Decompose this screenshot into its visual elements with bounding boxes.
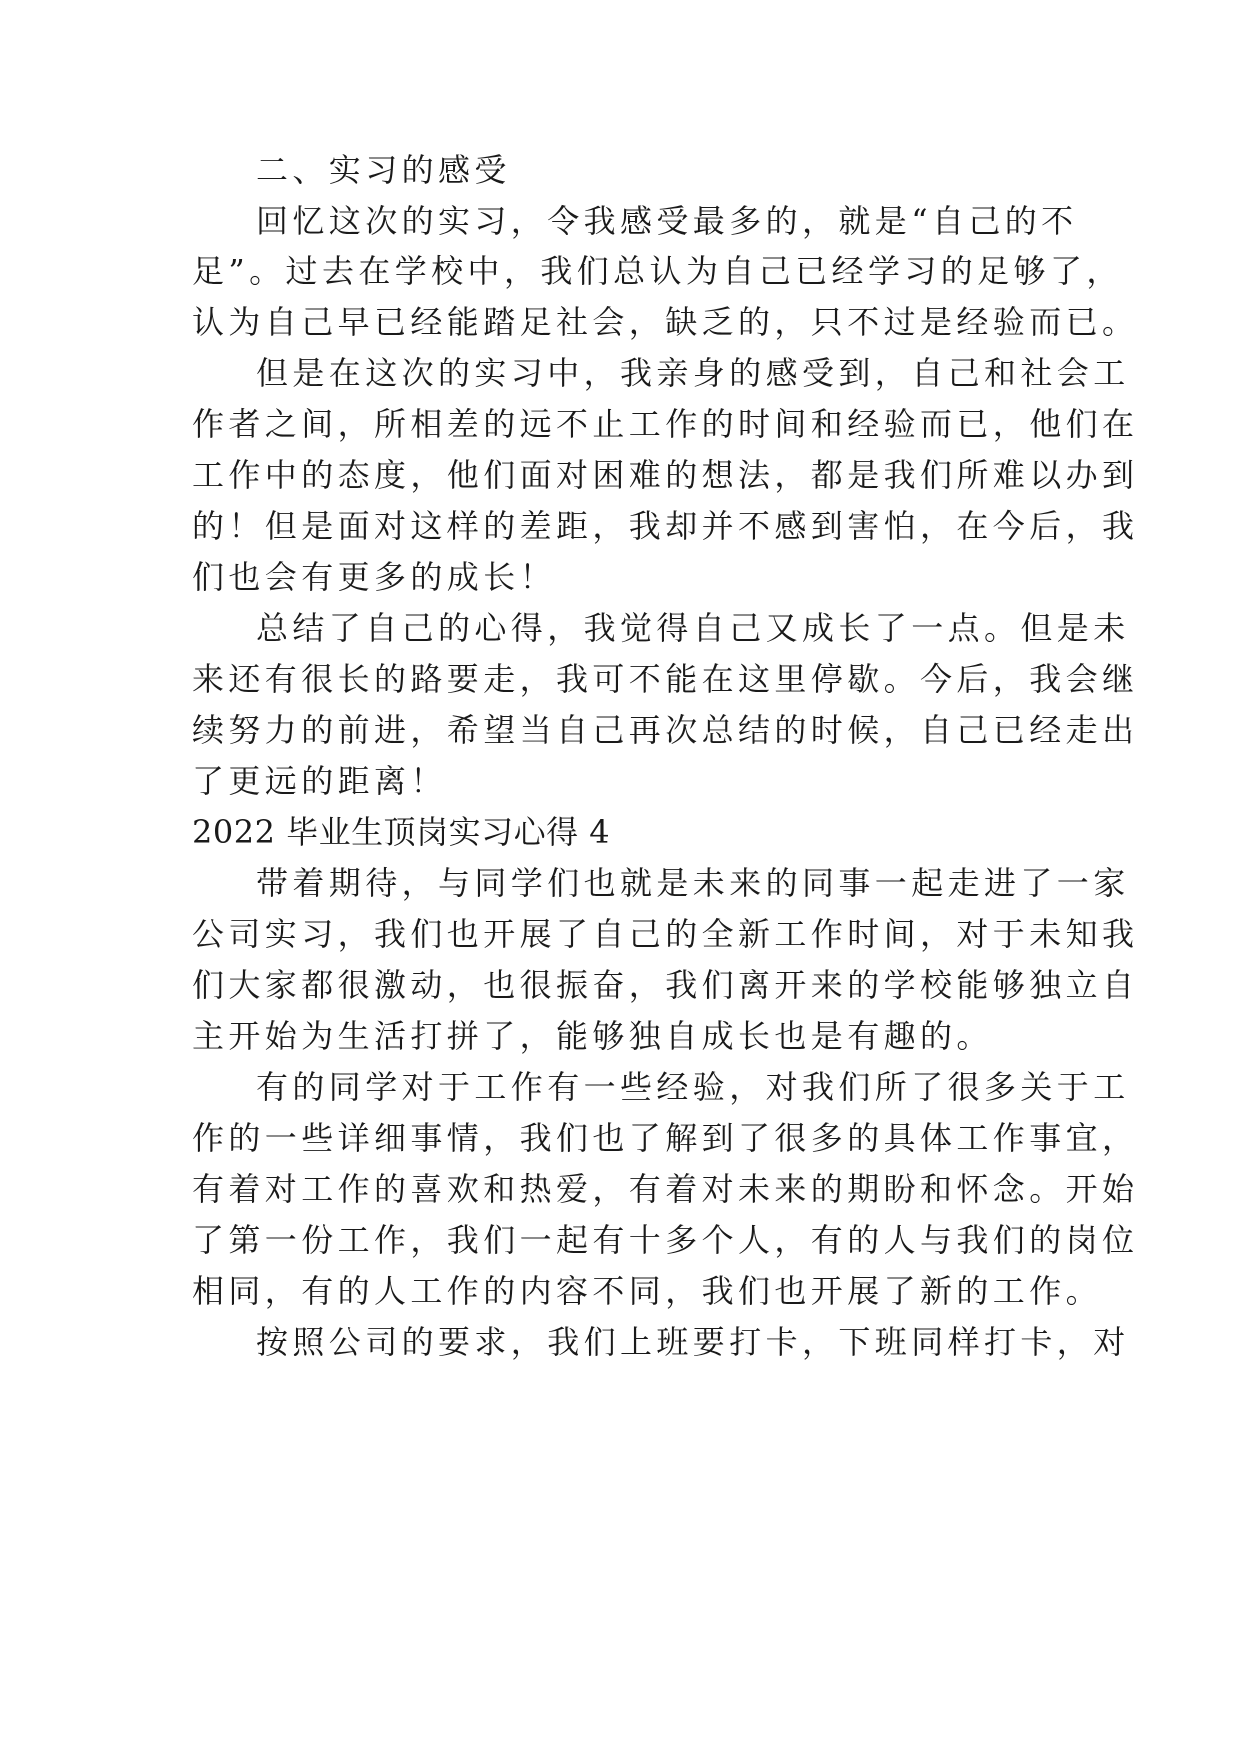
paragraph-line: 有的同学对于工作有一些经验，对我们所了很多关于工 bbox=[256, 1068, 1130, 1106]
paragraph-line: 按照公司的要求，我们上班要打卡，下班同样打卡，对 bbox=[256, 1323, 1130, 1361]
paragraph-line: 们大家都很激动，也很振奋，我们离开来的学校能够独立自 bbox=[192, 966, 1139, 1004]
paragraph-line: 们也会有更多的成长！ bbox=[192, 558, 557, 596]
section-heading: 二、实习的感受 bbox=[256, 151, 511, 189]
paragraph-line: 了更远的距离！ bbox=[192, 762, 447, 800]
paragraph-line: 认为自己早已经能踏足社会，缺乏的，只不过是经验而已。 bbox=[192, 303, 1139, 341]
article-title: 2022 毕业生顶岗实习心得 4 bbox=[192, 813, 611, 851]
paragraph-line: 有着对工作的喜欢和热爱，有着对未来的期盼和怀念。开始 bbox=[192, 1170, 1139, 1208]
paragraph-line: 了第一份工作，我们一起有十多个人，有的人与我们的岗位 bbox=[192, 1221, 1139, 1259]
paragraph-line: 但是在这次的实习中，我亲身的感受到，自己和社会工 bbox=[256, 354, 1130, 392]
paragraph-line: 主开始为生活打拼了，能够独自成长也是有趣的。 bbox=[192, 1017, 993, 1055]
paragraph-line: 公司实习，我们也开展了自己的全新工作时间，对于未知我 bbox=[192, 915, 1139, 953]
paragraph-line: 工作中的态度，他们面对困难的想法，都是我们所难以办到 bbox=[192, 456, 1139, 494]
paragraph-line: 回忆这次的实习，令我感受最多的，就是“自己的不 bbox=[256, 202, 1078, 240]
paragraph-line: 作者之间，所相差的远不止工作的时间和经验而已，他们在 bbox=[192, 405, 1139, 443]
paragraph-line: 的！但是面对这样的差距，我却并不感到害怕，在今后，我 bbox=[192, 507, 1139, 545]
paragraph-line: 续努力的前进，希望当自己再次总结的时候，自己已经走出 bbox=[192, 711, 1139, 749]
paragraph-line: 足”。过去在学校中，我们总认为自己已经学习的足够了， bbox=[192, 252, 1123, 290]
paragraph-line: 带着期待，与同学们也就是未来的同事一起走进了一家 bbox=[256, 864, 1130, 902]
paragraph-line: 来还有很长的路要走，我可不能在这里停歇。今后，我会继 bbox=[192, 660, 1139, 698]
paragraph-line: 总结了自己的心得，我觉得自己又成长了一点。但是未 bbox=[256, 609, 1130, 647]
paragraph-line: 作的一些详细事情，我们也了解到了很多的具体工作事宜， bbox=[192, 1119, 1139, 1157]
paragraph-line: 相同，有的人工作的内容不同，我们也开展了新的工作。 bbox=[192, 1272, 1103, 1310]
